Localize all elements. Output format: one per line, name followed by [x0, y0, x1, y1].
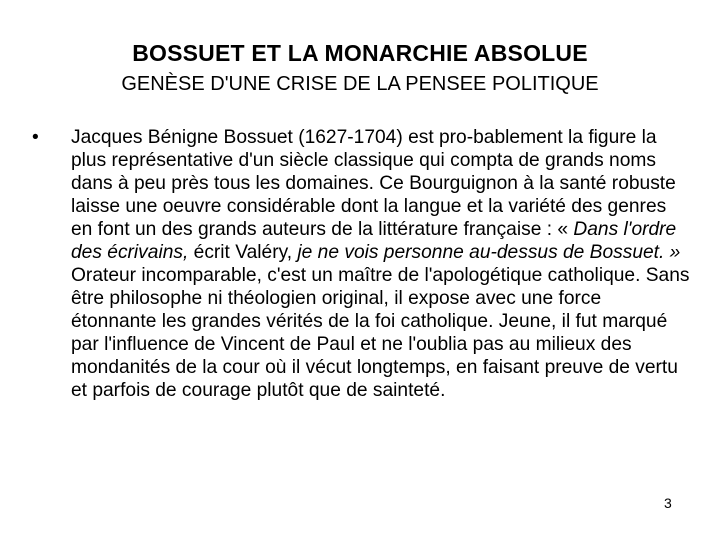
bullet-paragraph: [71, 126, 691, 402]
paragraph-quote-italic-1: Dans l'ordre des écrivains,: [71, 219, 677, 263]
slide-subtitle: GENÈSE D'UNE CRISE DE LA PENSEE POLITIQUE: [121, 73, 599, 95]
page-number: 3: [664, 495, 672, 511]
paragraph-text-2: écrit Valéry,: [188, 242, 298, 263]
slide-title: BOSSUET ET LA MONARCHIE ABSOLUE: [132, 40, 588, 66]
paragraph-quote-italic-2: je ne vois personne au-dessus de Bossuet. »: [297, 242, 681, 263]
bullet-list: [32, 126, 692, 402]
bullet-marker: •: [32, 127, 39, 148]
paragraph-text-3: Orateur incomparable, c'est un maître de l'apologétique catholique. Sans être philosophe ni théologien original, il expose avec une force étonnante les grandes vérités de la foi catholique. Jeune, il fut marqué par l'influence de Vincent de Paul et ne l'oublia pas au milieux des mondanités de la cour où il vécut longtemps, en faisant preuve de vertu et parfois de courage plutôt que de sainteté.: [71, 265, 690, 401]
paragraph-text-1: Jacques Bénigne Bossuet (1627-1704) est pro-bablement la figure la plus représentative d'un siècle classique qui compta de grands noms dans à peu près tous les domaines. Ce Bourguignon à la santé robuste laisse une oeuvre considérable dont la langue et la variété des genres en font un des grands auteurs de la littérature française : «: [71, 127, 676, 240]
